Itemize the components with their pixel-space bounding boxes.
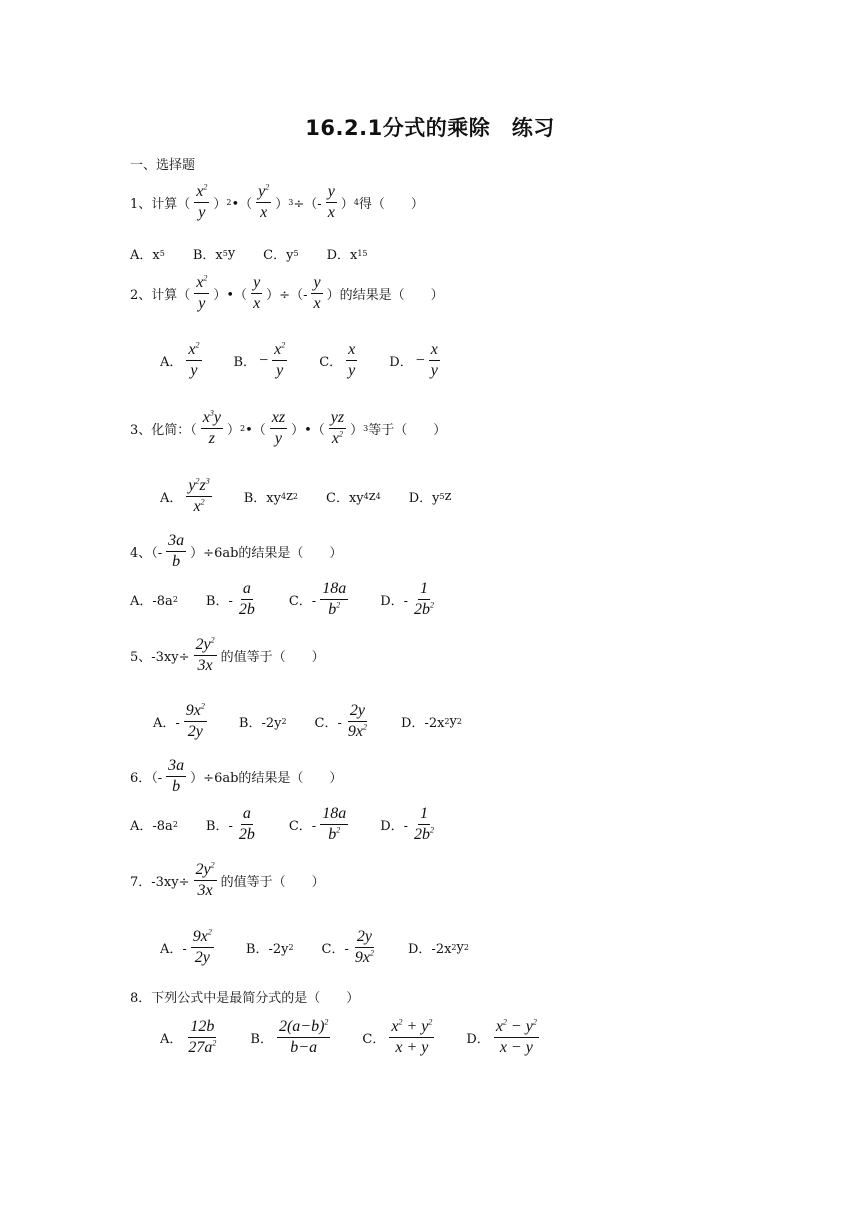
exponent: 2: [200, 701, 205, 711]
option-b: [250, 1018, 334, 1058]
numerator: [194, 861, 217, 881]
denominator: 2b: [238, 601, 255, 619]
denominator: [346, 722, 369, 741]
text: [412, 580, 436, 620]
denominator: y: [348, 362, 356, 380]
text: −: [415, 351, 425, 369]
exponent: 2: [212, 1039, 217, 1049]
denominator: x: [260, 204, 268, 222]
text: 一、选择题: [130, 158, 196, 173]
denominator: b: [172, 553, 181, 571]
denominator: 2y: [194, 949, 210, 967]
text: D．-: [380, 594, 409, 610]
fraction: [194, 274, 209, 314]
option-a: A．-8a 2: [130, 590, 178, 609]
text: [237, 580, 257, 620]
text: y: [227, 246, 236, 261]
option-a: [153, 702, 211, 742]
text: D．: [389, 355, 413, 371]
numerator: [194, 183, 209, 203]
option-c: [362, 1018, 438, 1058]
text: y: [449, 714, 457, 730]
question-7: [130, 861, 325, 901]
text: x: [196, 274, 204, 291]
numerator: 2y: [355, 928, 374, 948]
option-a: [160, 1018, 222, 1058]
option-c: [315, 702, 373, 742]
text: [494, 1018, 539, 1058]
text: [353, 928, 376, 968]
question-3: 3、化简：（ $\frac{x^3y}{z}$ ） 2 •（ $\frac{xz}{y}$ ）•（ $\frac{yz}{x^2}$ ） 3 等于（ ）: [130, 408, 447, 448]
numerator: 2y: [348, 702, 367, 722]
text: 9x: [354, 949, 370, 967]
exponent: 2: [200, 498, 205, 508]
denominator: y: [198, 204, 206, 222]
text: B．-2y: [238, 716, 282, 732]
text: A．-: [160, 942, 187, 958]
option-d: D．x 15: [327, 244, 368, 263]
text: [346, 341, 357, 381]
text: −: [259, 351, 269, 369]
text: A．: [160, 491, 183, 507]
text: 8．下列公式中是最简分式的是（ ）: [130, 991, 360, 1006]
numerator: [277, 1018, 330, 1038]
denominator: y: [190, 362, 198, 380]
text: 2、计算（: [130, 288, 191, 304]
exponent: 2: [398, 1017, 403, 1027]
denominator: [192, 497, 207, 516]
text: •（: [245, 423, 266, 439]
option-d: [380, 805, 440, 845]
text: D．x: [326, 248, 358, 263]
option-c: C．xy 4 z 4: [326, 489, 381, 507]
question-2: [130, 274, 444, 314]
exponent: 3: [205, 476, 210, 486]
numerator: [191, 928, 214, 948]
option-b: B．-2y 2: [239, 712, 287, 731]
option-a: A．-8a 2: [130, 815, 178, 834]
text: [389, 1018, 434, 1058]
question-5: [130, 636, 325, 676]
text: [412, 805, 436, 845]
option-d: D．-2x 2 y 2: [408, 940, 469, 958]
text: x: [193, 498, 201, 516]
text: y: [456, 940, 464, 956]
exponent: 2: [363, 723, 367, 733]
exponent: 2: [336, 601, 341, 611]
text: D．: [466, 1032, 490, 1048]
option-a: [160, 477, 216, 517]
exponent: 2: [430, 601, 435, 611]
exponent: 2: [336, 826, 341, 836]
text: B．-: [205, 594, 233, 610]
exponent: 2: [339, 430, 343, 440]
denominator: x − y: [499, 1039, 533, 1057]
text: x: [202, 409, 210, 426]
denominator: x: [253, 295, 261, 313]
fraction: [251, 274, 262, 314]
text: 2y: [195, 636, 211, 653]
numerator: 1: [418, 580, 430, 600]
option-b: [206, 580, 261, 620]
question-8: [130, 987, 359, 1006]
denominator: x: [313, 295, 321, 313]
text: A．-8a: [130, 594, 173, 610]
denominator: 2y: [187, 723, 203, 741]
text: C．-: [288, 594, 317, 610]
denominator: y: [274, 430, 282, 448]
text: A．: [160, 355, 183, 371]
option-a: [160, 928, 218, 968]
text: C．: [362, 1032, 386, 1048]
text: − y: [506, 1018, 533, 1035]
question-6: [130, 757, 342, 797]
text: C．-: [314, 716, 342, 732]
question-1: 1、计算（ $\frac{x^2}{y}$ ） 2 •（ $\frac{y^2}{x}$ ） 3 ÷（- $\frac{y}{x}$ ） 4 得（ ）: [130, 182, 424, 222]
text: B．: [233, 355, 257, 371]
text: B．xy: [243, 491, 281, 507]
text: b: [328, 826, 337, 844]
denominator: [412, 600, 436, 619]
page-title: 16.2.1分式的乘除 练习: [305, 116, 555, 140]
text: 1、计算（: [130, 197, 191, 213]
numerator: a: [241, 805, 253, 825]
denominator: [326, 600, 342, 619]
option-d: [380, 580, 440, 620]
fraction: [194, 861, 217, 901]
numerator: [201, 409, 223, 429]
numerator: 3a: [166, 757, 186, 777]
text: D．-2x: [408, 942, 452, 958]
question-2-options: [160, 341, 472, 381]
text: 9x: [347, 723, 363, 741]
text: [277, 1018, 330, 1058]
exponent: 2: [210, 635, 215, 645]
option-d: [389, 341, 444, 381]
denominator: b: [172, 778, 181, 796]
text: A．-: [153, 716, 180, 732]
option-d: [466, 1018, 542, 1058]
text: ）: [227, 423, 241, 439]
option-b: B．-2y 2: [246, 938, 294, 957]
text: y: [213, 409, 221, 426]
fraction: [201, 409, 223, 449]
fraction: [311, 274, 322, 314]
numerator: 1: [418, 805, 430, 825]
text: [186, 341, 201, 381]
text: 27a: [188, 1039, 213, 1057]
fraction: [166, 757, 186, 797]
numerator: y: [311, 274, 322, 294]
option-b: [234, 341, 292, 381]
option-b: B．xy 4 z 2: [243, 489, 299, 507]
text: 9x: [185, 702, 201, 719]
numerator: [194, 636, 217, 656]
text: [429, 341, 440, 381]
text: D．y: [408, 491, 440, 507]
text: B．-2y: [245, 942, 289, 958]
option-b: B．x 5 y: [192, 246, 236, 263]
fraction: [326, 183, 337, 223]
text: + y: [402, 1018, 429, 1035]
question-4: [130, 532, 342, 572]
denominator: b−a: [290, 1039, 318, 1057]
text: x: [196, 183, 204, 200]
denominator: x: [327, 204, 335, 222]
text: D．-: [380, 819, 409, 835]
denominator: y: [276, 362, 284, 380]
text: 的值等于（ ）: [220, 650, 325, 666]
denominator: [330, 429, 345, 448]
exponent: 2: [195, 476, 200, 486]
denominator: y: [430, 362, 438, 380]
text: [191, 928, 214, 968]
question-7-options: [160, 928, 497, 968]
text: 2y: [195, 861, 211, 878]
text: D．-2x: [401, 716, 445, 732]
numerator: [186, 477, 211, 497]
numerator: [184, 702, 207, 722]
text: B．x: [192, 248, 223, 263]
option-c: [289, 580, 352, 620]
text: z: [286, 489, 293, 505]
question-4-options: [130, 580, 468, 620]
fraction: [329, 409, 346, 449]
text: A．x: [130, 248, 160, 263]
option-a: [160, 341, 206, 381]
denominator: [412, 825, 436, 844]
text: 9x: [192, 928, 208, 945]
question-3-options: [160, 477, 479, 517]
exponent: 2: [430, 826, 435, 836]
text: x: [274, 341, 282, 358]
text: [184, 702, 207, 742]
denominator: 3x: [197, 882, 213, 900]
text: C．: [319, 355, 343, 371]
option-c: C．y 5: [263, 244, 298, 263]
numerator: x: [429, 341, 440, 361]
text: b: [328, 601, 337, 619]
numerator: 18a: [320, 580, 348, 600]
numerator: y: [251, 274, 262, 294]
text: ）的结果是（ ）: [326, 288, 444, 304]
text: ÷（-: [293, 197, 322, 213]
text: x: [188, 341, 196, 358]
text: x: [391, 1018, 399, 1035]
text: [346, 702, 369, 742]
text: [272, 341, 287, 381]
text: 3、化简：（: [130, 423, 197, 439]
denominator: 2b: [238, 826, 255, 844]
exponent: 2: [324, 1017, 329, 1027]
exponent: 2: [203, 182, 208, 192]
text: y: [188, 477, 196, 494]
numerator: [272, 341, 287, 361]
question-1-options: [130, 244, 396, 263]
question-5-options: [153, 702, 490, 742]
fraction: [166, 532, 186, 572]
option-c: [319, 341, 361, 381]
fraction: [194, 636, 217, 676]
text: x: [495, 1018, 503, 1035]
option-d: D．y 5 z: [408, 489, 452, 507]
numerator: [256, 183, 271, 203]
text: 7．-3xy÷: [130, 875, 190, 891]
denominator: [326, 825, 342, 844]
numerator: [494, 1018, 539, 1038]
text: C．-: [321, 942, 349, 958]
option-c: [322, 928, 380, 968]
text: [186, 477, 211, 517]
exponent: 3: [209, 408, 214, 418]
fraction: [256, 183, 271, 223]
denominator: z: [208, 430, 215, 448]
numerator: [186, 341, 201, 361]
text: C．y: [263, 248, 294, 263]
numerator: 3a: [166, 532, 186, 552]
text: [186, 1018, 218, 1058]
text: ）: [340, 197, 354, 213]
fraction: [270, 409, 287, 449]
exponent: 2: [532, 1017, 537, 1027]
text: z: [444, 489, 452, 505]
question-6-options: [130, 805, 468, 845]
exponent: 2: [428, 1017, 433, 1027]
denominator: [353, 948, 376, 967]
numerator: y: [326, 183, 337, 203]
text: ）: [350, 423, 364, 439]
text: ）•（: [213, 288, 248, 304]
text: 5、-3xy÷: [130, 650, 190, 666]
exponent: 2: [203, 273, 208, 283]
numerator: 18a: [320, 805, 348, 825]
text: z: [199, 477, 206, 494]
text: C．xy: [326, 491, 364, 507]
text: C．-: [288, 819, 317, 835]
text: A．-8a: [130, 819, 173, 835]
exponent: 2: [502, 1017, 507, 1027]
text: A．: [160, 1032, 183, 1048]
text: ）•（: [291, 423, 325, 439]
denominator: 3x: [197, 657, 213, 675]
numerator: [389, 1018, 434, 1038]
option-d: D．-2x 2 y 2: [401, 714, 462, 732]
denominator: y: [198, 295, 206, 313]
text: [320, 805, 348, 845]
text: ）÷6ab的结果是（ ）: [190, 546, 343, 562]
fraction: [194, 183, 209, 223]
numerator: yz: [329, 409, 346, 429]
exponent: 2: [370, 949, 374, 959]
numerator: [194, 274, 209, 294]
option-b: [206, 805, 261, 845]
numerator: x: [346, 341, 357, 361]
denominator: [186, 1038, 218, 1057]
exponent: 2: [207, 927, 212, 937]
text: [237, 805, 257, 845]
denominator: x + y: [395, 1039, 429, 1057]
question-8-options: [160, 1018, 571, 1058]
text: 4、（-: [130, 546, 163, 562]
option-c: [289, 805, 352, 845]
text: B．: [250, 1032, 273, 1048]
option-a: A．x 5: [130, 244, 165, 263]
text: 2b: [414, 601, 431, 619]
text: 等于（ ）: [368, 423, 447, 439]
text: 的值等于（ ）: [220, 875, 325, 891]
section-heading: [130, 154, 195, 173]
text: x: [331, 430, 339, 448]
exponent: 2: [195, 340, 200, 350]
text: •（: [231, 197, 253, 213]
text: 2(a−b): [278, 1018, 325, 1035]
text: 得（ ）: [358, 197, 424, 213]
text: ）÷（-: [266, 288, 308, 304]
exponent: 2: [210, 860, 215, 870]
exponent: 2: [265, 182, 270, 192]
text: z: [368, 489, 376, 505]
text: B．-: [205, 819, 233, 835]
text: 6．（-: [130, 771, 163, 787]
numerator: 12b: [188, 1018, 216, 1038]
numerator: xz: [270, 409, 287, 429]
text: ）: [213, 197, 227, 213]
exponent: 2: [281, 340, 286, 350]
text: ）: [275, 197, 289, 213]
text: y: [258, 183, 266, 200]
numerator: a: [241, 580, 253, 600]
text: [320, 580, 348, 620]
text: 2b: [414, 826, 431, 844]
text: ）÷6ab的结果是（ ）: [190, 771, 343, 787]
